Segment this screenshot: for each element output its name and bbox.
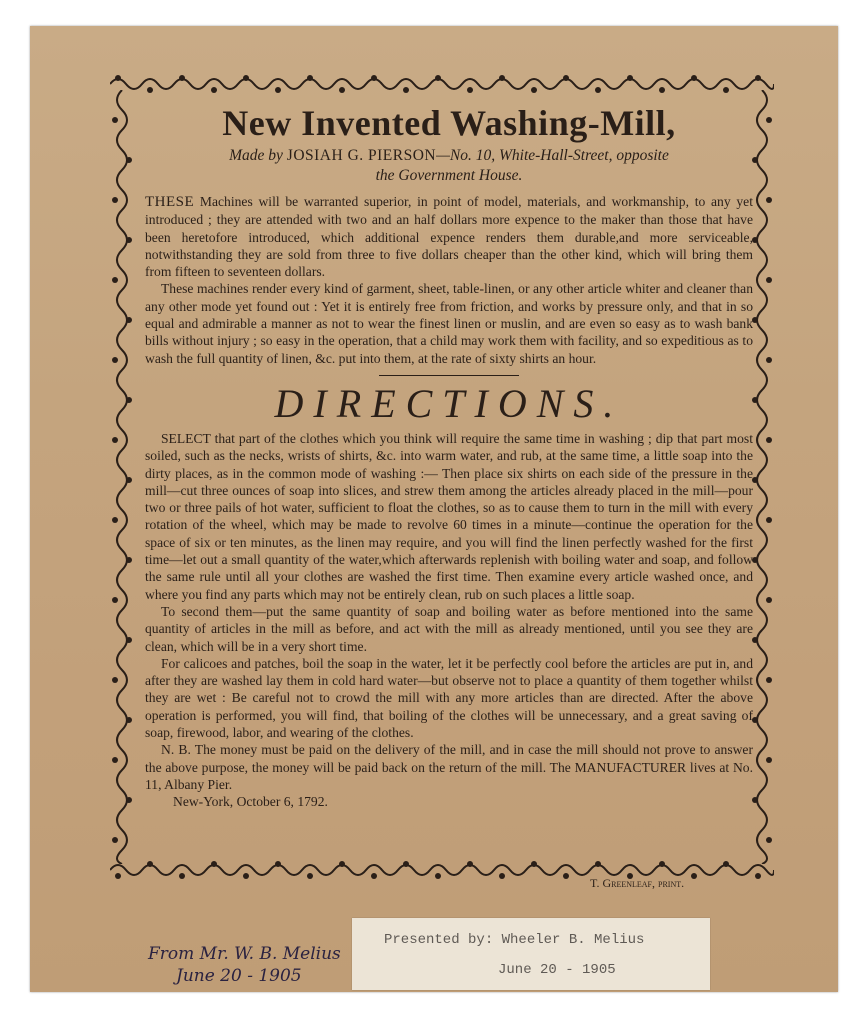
document-title: New Invented Washing-Mill, <box>222 103 676 143</box>
provenance-label-line-1: Presented by: Wheeler B. Melius <box>384 932 645 948</box>
intro-dropcap: THESE <box>145 194 195 210</box>
directions-paragraph-2: To second them—put the same quantity of soap and boiling water as before mentioned into the same quantity of articles in the mill as before, and act with the mill as already mentioned, until you see they are clean, which will be in a very short time. <box>145 603 753 654</box>
directions-paragraph-1: SELECT that part of the clothes which you think will require the same time in washing ; dip that part most soiled, such as the necks, wrists of shirts, &c. into warm water, and rub, at the same time, a little soap into the dirty places, as in the common mode of washing :— Then place six shirts on each side of the pressure in the mill—cut three ounces of soap into slices, and strew them among the articles already placed in the mill—pour two or three pails of hot water, sufficient to float the clothes, so as to cause them to turn in the mill with every rotation of the wheel, which may be made to revolve 60 times in a minute—continue the operation for the space of six or ten minutes, as the linen may require, and you will find the linen perfectly washed for the first time—let out a small quantity of the water,which afterwards replenish with boiling water and soap, and follow the same rule until all your clothes are washed the first time. Then examine every article washed once, and where you find any parts which may not be entirely clean, rub on such places a little soap. <box>145 430 753 602</box>
left-border-ornament <box>110 90 134 864</box>
right-border-ornament <box>750 90 774 864</box>
top-border-ornament <box>110 72 774 96</box>
intro-paragraph-1-text: Machines will be warranted superior, in point of model, materials, and workmanship, to any yet introduced ; they are attended with two and an half dollars more expence to the maker than those that have been heretofore introduced, which additional expence renders them durable,and more serviceable, notwithstanding they are sold from three to five dollars cheaper than the other kind, which will bring them from fifteen to seventeen dollars. <box>145 194 753 280</box>
maker-line <box>145 146 753 166</box>
maker-name: JOSIAH G. PIERSON <box>286 147 437 164</box>
handwritten-note-line-2: June 20 - 1905 <box>176 966 302 986</box>
provenance-label <box>352 918 710 990</box>
maker-prefix: Made by <box>229 147 287 164</box>
directions-heading: DIRECTIONS. <box>274 380 624 426</box>
maker-line-2: the Government House. <box>375 167 523 184</box>
intro-paragraph-2: These machines render every kind of garment, sheet, table-linen, or any other article whiter and cleaner than any other mode yet found out : Yet it is entirely free from friction, and works by pressure only, and that in so equal and admirable a manner as not to wear the finest linen or muslin, and are even so easy as to wash bank bills without injury ; so easy in the operation, that a child may work them with facility, and so expeditious as to wash the full quantity of linen, &c. put into them, at the rate of sixty shirts an hour. <box>145 281 753 366</box>
printer-imprint: T. Greenleaf, print. <box>590 876 685 890</box>
handwritten-note-line-1: From Mr. W. B. Melius <box>148 944 341 964</box>
directions-paragraph-3: For calicoes and patches, boil the soap in the water, let it be perfectly cool before the articles are put in, and after they are washed lay them in cold hard water—but observe not to place a quantity of them together whilst they are wet : Be careful not to crowd the mill with any more articles than are directed. After the above operation is performed, you will find, that boiling of the clothes will be unnecessary, and a great saving of soap, firewood, labor, and wearing of the clothes. <box>145 655 753 741</box>
maker-address: —No. 10, White-Hall-Street, opposite <box>436 147 669 164</box>
broadside-content <box>145 100 753 810</box>
directions-paragraph-4: N. B. The money must be paid on the delivery of the mill, and in case the mill should not prove to answer the above purpose, the money will be paid back on the return of the mill. The MANUFACTURER lives at No. 11, Albany Pier. <box>145 742 753 792</box>
intro-paragraph-1 <box>145 193 753 280</box>
provenance-label-line-2: June 20 - 1905 <box>498 962 616 978</box>
dateline: New-York, October 6, 1792. <box>173 794 328 810</box>
section-divider <box>379 375 519 376</box>
